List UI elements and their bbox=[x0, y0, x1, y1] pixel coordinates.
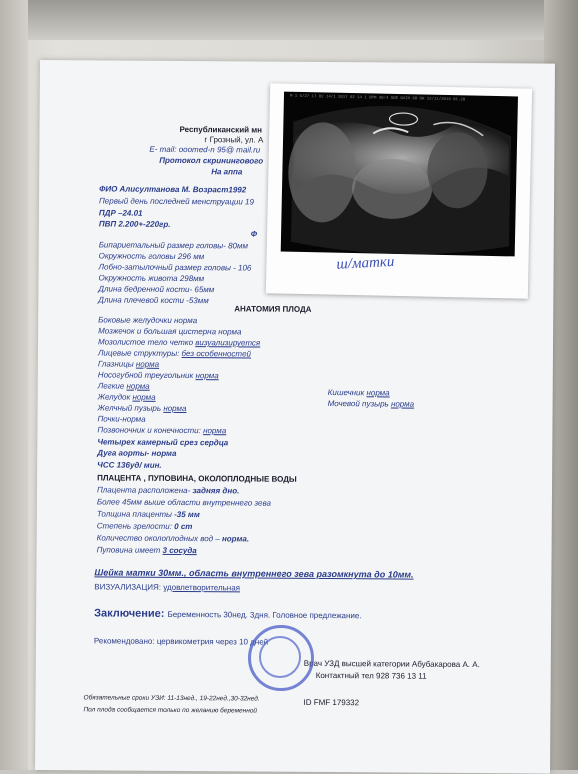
header-line-2: г Грозный, ул. А bbox=[204, 135, 264, 145]
placenta-title: ПЛАЦЕНТА , ПУПОВИНА, ОКОЛОПЛОДНЫЕ ВОДЫ bbox=[97, 473, 297, 484]
anatomy-title: АНАТОМИЯ ПЛОДА bbox=[234, 304, 312, 314]
patient-name: ФИО Алисултанова М. Возраст1992 bbox=[99, 184, 247, 195]
anatomy-item: Позвоночник и конечности: норма bbox=[97, 425, 227, 436]
header-protocol-title: Протокол скринингового bbox=[159, 155, 264, 166]
footer-sex-note: Пол плода сообщается только по желанию беременной bbox=[83, 706, 258, 715]
anatomy-item: Глазницы норма bbox=[97, 359, 160, 369]
anatomy-item: Боковые желудочки норма bbox=[98, 315, 198, 326]
section-fetometry-label: Ф bbox=[250, 229, 258, 239]
anatomy-item: Желудок норма bbox=[97, 392, 156, 402]
anatomy-item: Лицевые структуры: без особенностей bbox=[97, 348, 252, 359]
ultrasound-printout bbox=[266, 83, 532, 298]
anatomy-item-right: Мочевой пузырь норма bbox=[327, 399, 415, 409]
anatomy-item: Почки-норма bbox=[97, 414, 146, 424]
window-frame-left bbox=[0, 0, 28, 770]
anatomy-item: Мозолистое тело четко визуализируется bbox=[98, 337, 261, 348]
biometry-bpd: Бипариетальный размер головы- 80мм bbox=[98, 240, 248, 251]
footer-fmf-id: ID FMF 179332 bbox=[303, 697, 360, 708]
anatomy-heart: Четырех камерный срез сердца bbox=[97, 437, 229, 448]
doctor-name: Врач УЗД высшей категории Абубакарова А. А. bbox=[303, 658, 480, 670]
footer-required-terms: Обязательные сроки УЗИ: 11-13нед., 19-22нед.,30-32нед. bbox=[83, 694, 260, 703]
recommendation-line: Рекомендовано: цервикометрия через 10 дней bbox=[93, 636, 269, 647]
biometry-fl: Длина бедренной кости- 65мм bbox=[98, 284, 215, 295]
round-stamp bbox=[248, 625, 314, 691]
placenta-distance: Более 45мм выше области внутреннего зева bbox=[96, 497, 271, 508]
handwritten-note: ш/матки bbox=[336, 253, 395, 273]
header-line-1: Республиканский мн bbox=[179, 124, 263, 135]
umbilical-cord: Пуповина имеет 3 сосуда bbox=[96, 545, 197, 556]
stamp-inner-ring bbox=[259, 636, 301, 678]
biometry-ofd: Лобно-затылочный размер головы - 106 bbox=[98, 262, 252, 273]
biometry-hc: Окружность головы 296 мм bbox=[98, 251, 205, 262]
anatomy-aorta: Дуга аорты- норма bbox=[97, 448, 177, 458]
window-frame-top bbox=[0, 0, 578, 40]
header-email: E- mail: ooomed-n 95@ mail.ru bbox=[149, 144, 261, 155]
patient-lmp: Первый день последней менструации 19 bbox=[98, 196, 254, 207]
placenta-position: Плацента расположена- задняя дно. bbox=[96, 485, 240, 496]
doctor-phone: Контактный тел 928 736 13 11 bbox=[315, 670, 427, 681]
cervix-line: Шейка матки 30мм., область внутреннего зева разомкнута до 10мм. bbox=[94, 567, 414, 580]
anatomy-item: Легкие норма bbox=[97, 381, 150, 391]
anatomy-item: Носогубной треугольник норма bbox=[97, 370, 219, 381]
ultrasound-info-strip: M 1 5/27 17 82 14/1 2017 02 14 1 DPM 30/4 SOR GAIN 68 DR 12/11/2019 01.20 bbox=[289, 94, 466, 103]
anatomy-heart-rate: ЧСС 136уд/ мин. bbox=[97, 460, 162, 470]
patient-pvp: ПВП 2.200+-220гр. bbox=[98, 219, 171, 229]
anatomy-item: Мозжечок и большая цистерна норма bbox=[98, 326, 242, 337]
patient-pdr: ПДР –24.01 bbox=[98, 208, 143, 218]
visualization-line: ВИЗУАЛИЗАЦИЯ: удовлетворительная bbox=[94, 582, 241, 593]
ultrasound-image bbox=[281, 92, 518, 257]
biometry-hl: Длина плечевой кости -53мм bbox=[98, 295, 209, 306]
biometry-ac: Окружность живота 298мм bbox=[98, 273, 205, 284]
placenta-thickness: Толщина плаценты -35 мм bbox=[96, 509, 200, 520]
ultrasound-scan-graphic bbox=[281, 92, 518, 257]
amniotic-fluid: Количество околоплодных вод – норма. bbox=[96, 533, 250, 544]
anatomy-item: Желчный пузырь норма bbox=[97, 403, 187, 414]
anatomy-item-right: Кишечник норма bbox=[327, 388, 390, 398]
header-apparatus: На аппа bbox=[211, 167, 243, 177]
placenta-maturity: Степень зрелости: 0 ст bbox=[96, 521, 193, 532]
conclusion-line: Заключение: Беременность 30нед. 3дня. Головное предлежание. bbox=[94, 607, 362, 621]
